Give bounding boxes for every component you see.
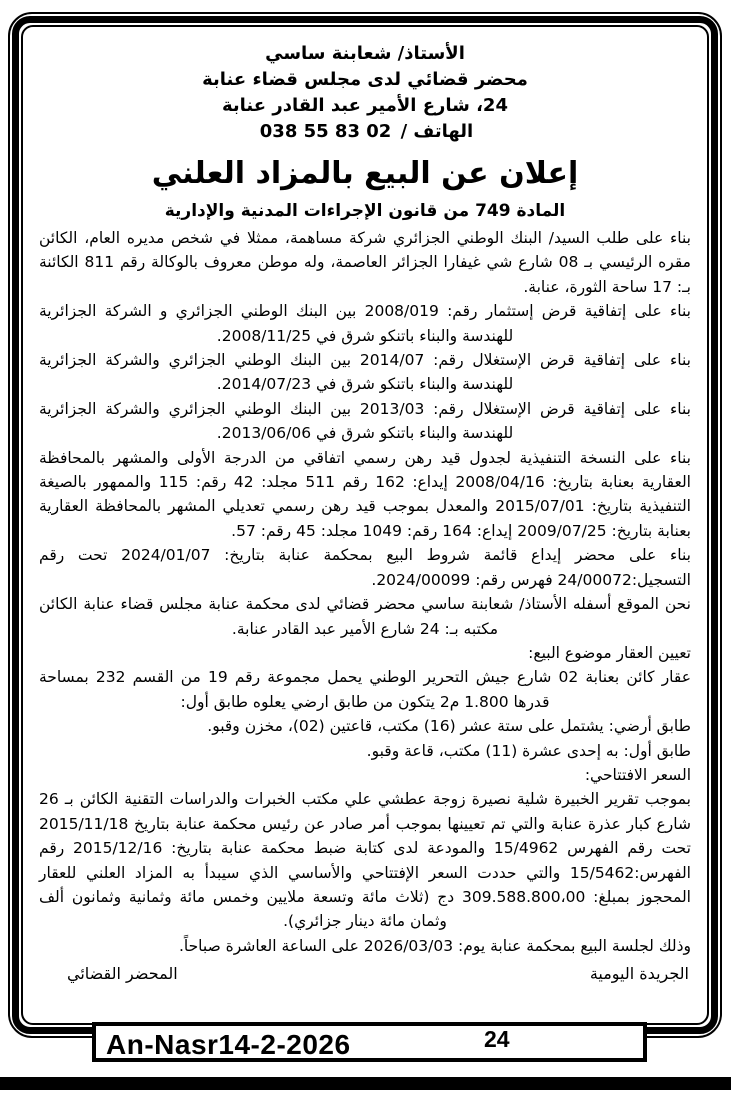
- daily-newspaper-label: الجريدة اليومية: [589, 964, 689, 984]
- legal-article-reference: المادة 749 من قانون الإجراءات المدنية والإدارية: [164, 201, 566, 221]
- phone-line: [39, 119, 691, 145]
- phone-number: 038 55 83 02: [259, 121, 392, 142]
- publication-stamp-box: [92, 1022, 647, 1062]
- body-paragraph: بناء على محضر إيداع قائمة شروط البيع بمحكمة عنابة بتاريخ: 2024/01/07 تحت رقم التسجيل:24/00072 فهرس رقم: 2024/00099.: [39, 546, 691, 589]
- body-paragraph: عقار كائن بعنابة 02 شارع جيش التحرير الوطني يحمل مجموعة رقم 19 من القسم 232 بمساحة قدرها 1.800 م2 يتكون من طابق ارضي يعلوه طابق أول:: [39, 668, 691, 711]
- body-paragraph: بموجب تقرير الخبيرة شلية نصيرة زوجة عطشي علي مكتب الخبرات والدراسات التقنية الكائن بـ 26 شارع كبار عذرة عنابة والتي تم تعيينها بموجب أمر صادر عن رئيس محكمة عنابة بتاريخ 2015/11/18 تحت رقم الفهرس 15/4962 والمودعة لدى كتابة ضبط محكمة عنابة بتاريخ: 2015/12/16 رقم الفهرس:15/5462 والتي حددت السعر الإفتتاحي والأساسي الذي سيبدأ به المزاد العلني للعقار المحجوز بمبلغ: 309.588.800،00 دج (ثلاث مائة وتسعة ملايين وخمس مائة وثمانية وثمانون ألف وثمان مائة دينار جزائري).: [39, 790, 691, 931]
- body-paragraph: بناء على إتفاقية قرض الإستغلال رقم: 2014/07 بين البنك الوطني الجزائري والشركة الجزائرية للهندسة والبناء باتنكو شرق في 2014/07/23.: [39, 351, 691, 394]
- judicial-bailiff-signature-label: المحضر القضائي: [67, 964, 178, 984]
- publication-name-date: An-Nasr14-2-2026: [106, 1029, 351, 1060]
- bailiff-title: محضر قضائي لدى مجلس قضاء عنابة: [202, 69, 528, 90]
- announcement-title: إعلان عن البيع بالمزاد العلني: [151, 156, 579, 191]
- page-number: 24: [484, 1026, 510, 1052]
- bottom-divider-bar: [0, 1077, 731, 1090]
- signature-row: [39, 961, 691, 987]
- body-paragraph: وذلك لجلسة البيع بمحكمة عنابة يوم: 2026/03/03 على الساعة العاشرة صباحاً.: [178, 936, 691, 955]
- body-paragraph: بناء على طلب السيد/ البنك الوطني الجزائري شركة مساهمة، ممثلا في شخص مديره العام، الكائن مقره الرئيسي بـ 08 شارع شي غيفارا الجزائر العاصمة، وله موطن معروف بالوكالة رقم 811 الكائنة بـ: 17 ساحة الثورة، عنابة.: [39, 229, 691, 296]
- announcement-body: [39, 226, 691, 958]
- body-paragraph: طابق أرضي: يشتمل على ستة عشر (16) مكتب، قاعتين (02)، مخزن وقبو.: [207, 717, 691, 736]
- decorative-inner-frame: [21, 25, 709, 1025]
- body-paragraph: طابق أول: به إحدى عشرة (11) مكتب، قاعة وقبو.: [366, 741, 691, 760]
- body-paragraph: بناء على إتفاقية قرض الإستغلال رقم: 2013/03 بين البنك الوطني الجزائري والشركة الجزائرية للهندسة والبناء باتنكو شرق في 2013/06/06.: [39, 399, 691, 443]
- bailiff-name: الأستاذ/ شعابنة ساسي: [265, 43, 465, 64]
- decorative-outer-frame: [8, 12, 722, 1038]
- bailiff-address: 24، شارع الأمير عبد القادر عنابة: [222, 95, 508, 116]
- body-paragraph: بناء على إتفاقية قرض إستثمار رقم: 2008/019 بين البنك الوطني الجزائري و الشركة الجزائرية للهندسة والبناء باتنكو شرق في 2008/11/25.: [39, 302, 691, 345]
- bailiff-letterhead: [39, 41, 691, 145]
- phone-label: الهاتف /: [400, 121, 474, 142]
- body-paragraph: بناء على النسخة التنفيذية لجدول قيد رهن رسمي اتفاقي من الدرجة الأولى والمشهر بالمحافظة العقارية بعنابة بتاريخ: 2008/04/16 إيداع: 162 رقم 511 مجلد: 42 رقم: 115 والممهور بالصيغة التنفيذية بتاريخ: 2015/07/01 والمعدل بموجب قيد رهن رسمي تعديلي المشهر بالمحافظة العقارية بعنابة بتاريخ: 2009/07/25 إيداع: 164 رقم: 1049 مجلد: 45 رقم: 57.: [39, 448, 691, 540]
- decorative-middle-frame: [12, 16, 718, 1034]
- section-label-opening-price: السعر الافتتاحي:: [584, 765, 691, 784]
- section-label-property-designation: تعيين العقار موضوع البيع:: [528, 643, 691, 662]
- body-paragraph: نحن الموقع أسفله الأستاذ/ شعابنة ساسي محضر قضائي لدى محكمة عنابة مجلس قضاء عنابة الكائن مكتبه بـ: 24 شارع الأمير عبد القادر عنابة.: [39, 595, 691, 638]
